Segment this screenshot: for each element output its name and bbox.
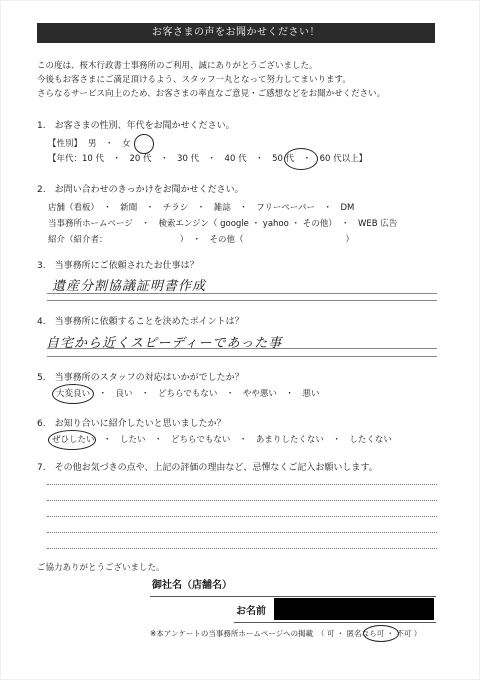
- q1-title: 1. お客さまの性別、年代をお聞かせください。: [37, 121, 235, 131]
- intro-line-3: さらなるサービス向上のため、お客さまの率直なご意見・ご感想などをお聞かせください。: [37, 89, 386, 99]
- redacted-name: [274, 598, 434, 620]
- q4-answer-line-1: [47, 348, 437, 349]
- q5-selection-circle: [52, 384, 94, 404]
- q7-line: [47, 500, 437, 501]
- q7-line: [47, 516, 437, 517]
- intro-line-1: この度は、桜木行政書士事務所のご利用、誠にありがとうございました。: [37, 61, 318, 71]
- survey-banner: お客さまの声をお聞かせください！: [37, 23, 435, 43]
- gender-selection-circle: [134, 134, 154, 154]
- q1-gender-options: 男 ・ 女: [88, 139, 131, 149]
- q3-answer-line-1: [47, 293, 437, 294]
- q3-title: 3. 当事務所にご依頼されたお仕事は？: [37, 261, 199, 271]
- customer-name-label: お名前: [236, 606, 266, 617]
- q6-options: ぜひしたい ・ したい ・ どちらでもない ・ あまりしたくない ・ したくない: [52, 435, 392, 445]
- q6-selection-circle: [48, 430, 96, 450]
- q3-answer-line-2: [47, 300, 437, 301]
- q5-options: 大変良い ・ 良い ・ どちらでもない ・ やや悪い ・ 悪い: [56, 389, 320, 399]
- q5-title: 5. 当事務所のスタッフの対応はいかがでしたか？: [37, 373, 244, 383]
- q7-title: 7. その他お気づきの点や、上記の評価の理由など、忌憚なくご記入お願いします。: [37, 463, 378, 473]
- age-selection-circle: [284, 148, 318, 170]
- q4-handwritten-answer: 自宅から近くスピーディーであった事: [46, 336, 283, 351]
- q3-handwritten-answer: 遺産分割協議証明書作成: [52, 279, 207, 294]
- q2-row-3: 紹介（紹介者： ） ・ その他（ ）: [48, 235, 355, 245]
- q6-title: 6. お知り合いに紹介したいと思いましたか？: [37, 419, 226, 429]
- q4-title: 4. 当事務所に依頼することを決めたポイントは？: [37, 317, 244, 327]
- thanks-text: ご協力ありがとうございました。: [37, 563, 165, 573]
- q7-line: [47, 484, 437, 485]
- q7-line: [47, 532, 437, 533]
- q4-answer-line-2: [47, 356, 437, 357]
- q1-age-line: 【年代：10 代 ・ 20 代 ・ 30 代 ・ 40 代 ・ 50 代 ・ 60 代以上】: [48, 154, 368, 164]
- publish-selection-circle: [363, 625, 399, 642]
- q2-row-1: 店舗（看板） ・ 新聞 ・ チラシ ・ 雑誌 ・ フリーペーパー ・ DM: [48, 203, 355, 213]
- q2-title: 2. お問い合わせのきっかけをお聞かせください。: [37, 185, 244, 195]
- q1-gender-label: 【性別】: [48, 139, 83, 149]
- publish-consent-note: ※本アンケートの当事務所ホームページへの掲載 （ 可 ・ 匿名なら可 ・ 不可 ）: [150, 629, 422, 638]
- company-name-label: 御社名（店舗名）: [152, 580, 232, 591]
- q2-row-2: 当事務所ホームページ ・ 検索エンジン（ google ・ yahoo ・ その他） ・ WEB 広告: [48, 219, 398, 229]
- q7-line: [47, 548, 437, 549]
- intro-line-2: 今後もお客さまにご満足頂けるよう、スタッフ一丸となって努力してまいります。: [37, 75, 351, 85]
- company-name-line: [150, 596, 436, 597]
- customer-name-line: [234, 622, 436, 623]
